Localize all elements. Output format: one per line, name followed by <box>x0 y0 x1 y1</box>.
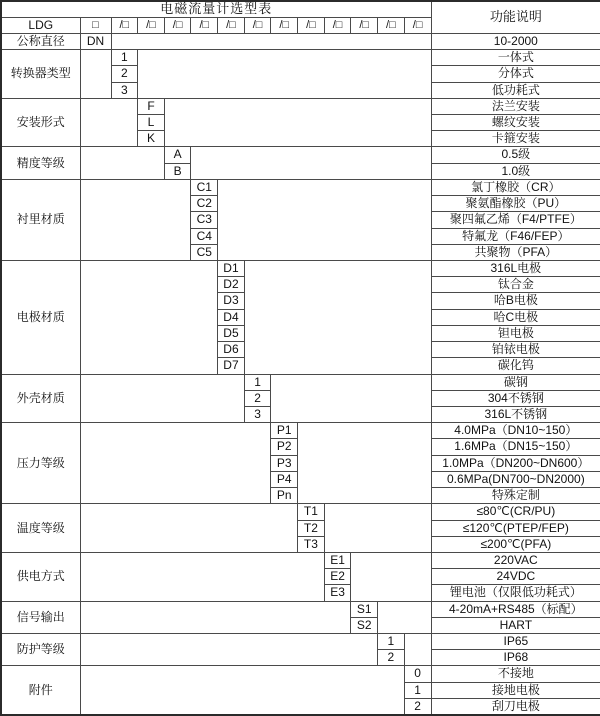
function-cell: 钽电极 <box>431 325 600 341</box>
code-cell: 1 <box>244 374 271 390</box>
function-cell: 316L电极 <box>431 261 600 277</box>
group-label: 防护等级 <box>1 634 80 666</box>
code-cell: D4 <box>218 309 245 325</box>
ldg-box-cell: □ <box>80 17 111 33</box>
spacer-cell <box>351 552 431 601</box>
spacer-cell <box>80 634 378 666</box>
code-cell: T1 <box>298 504 325 520</box>
spacer-cell <box>164 98 431 147</box>
group-label: 附件 <box>1 666 80 715</box>
code-cell: T2 <box>298 520 325 536</box>
function-cell: 锂电池（仅限低功耗式） <box>431 585 600 601</box>
spacer-cell <box>80 179 191 260</box>
ldg-label: LDG <box>1 17 80 33</box>
ldg-slash-box-cell: /□ <box>191 17 218 33</box>
code-cell: L <box>138 115 165 131</box>
code-cell: D6 <box>218 342 245 358</box>
spacer-cell <box>404 634 431 666</box>
spacer-cell <box>80 601 351 633</box>
code-cell: P3 <box>271 455 298 471</box>
code-cell: C4 <box>191 228 218 244</box>
spacer-cell <box>80 423 271 504</box>
function-cell: 特氟龙（F46/FEP） <box>431 228 600 244</box>
code-cell: S1 <box>351 601 378 617</box>
code-cell: F <box>138 98 165 114</box>
function-cell: 10-2000 <box>431 33 600 49</box>
group-label: 公称直径 <box>1 33 80 49</box>
function-cell: 220VAC <box>431 552 600 568</box>
function-cell: 分体式 <box>431 66 600 82</box>
function-cell: 钛合金 <box>431 277 600 293</box>
function-cell: 聚四氟乙烯（F4/PTFE） <box>431 212 600 228</box>
function-cell: 4-20mA+RS485（标配） <box>431 601 600 617</box>
function-cell: ≤120℃(PTEP/FEP) <box>431 520 600 536</box>
code-cell: P4 <box>271 471 298 487</box>
ldg-slash-box-cell: /□ <box>111 17 138 33</box>
group-label: 衬里材质 <box>1 179 80 260</box>
function-cell: ≤200℃(PFA) <box>431 536 600 552</box>
group-label: 外壳材质 <box>1 374 80 423</box>
spacer-cell <box>80 147 164 179</box>
code-cell: B <box>164 163 191 179</box>
function-cell: 1.6MPa（DN15~150） <box>431 439 600 455</box>
function-cell: 刮刀电极 <box>431 698 600 715</box>
ldg-slash-box-cell: /□ <box>298 17 325 33</box>
spacer-cell <box>80 374 244 423</box>
code-cell: E2 <box>324 569 351 585</box>
code-cell: 2 <box>404 698 431 715</box>
spacer-cell <box>111 33 431 49</box>
ldg-slash-box-cell: /□ <box>218 17 245 33</box>
group-label: 供电方式 <box>1 552 80 601</box>
function-cell: 法兰安装 <box>431 98 600 114</box>
function-cell: 1.0MPa（DN200~DN600） <box>431 455 600 471</box>
code-cell: E3 <box>324 585 351 601</box>
code-cell: 0 <box>404 666 431 682</box>
ldg-slash-box-cell: /□ <box>404 17 431 33</box>
group-label: 电极材质 <box>1 261 80 375</box>
code-cell: C3 <box>191 212 218 228</box>
code-cell: DN <box>80 33 111 49</box>
ldg-slash-box-cell: /□ <box>271 17 298 33</box>
function-cell: 哈C电极 <box>431 309 600 325</box>
spacer-cell <box>138 50 431 99</box>
function-cell: 不接地 <box>431 666 600 682</box>
ldg-slash-box-cell: /□ <box>378 17 405 33</box>
group-label: 安装形式 <box>1 98 80 147</box>
code-cell: C5 <box>191 244 218 260</box>
group-label: 压力等级 <box>1 423 80 504</box>
function-cell: 铂铱电极 <box>431 342 600 358</box>
code-cell: 1 <box>111 50 138 66</box>
code-cell: 1 <box>378 634 405 650</box>
spacer-cell <box>80 504 298 553</box>
function-cell: 0.5级 <box>431 147 600 163</box>
group-label: 信号输出 <box>1 601 80 633</box>
code-cell: P2 <box>271 439 298 455</box>
group-label: 温度等级 <box>1 504 80 553</box>
function-cell: ≤80℃(CR/PU) <box>431 504 600 520</box>
code-cell: D1 <box>218 261 245 277</box>
function-cell: 哈B电极 <box>431 293 600 309</box>
code-cell: 2 <box>378 650 405 666</box>
code-cell: C2 <box>191 196 218 212</box>
code-cell: 2 <box>111 66 138 82</box>
function-cell: 聚氨酯橡胶（PU） <box>431 196 600 212</box>
code-cell: C1 <box>191 179 218 195</box>
group-label: 精度等级 <box>1 147 80 179</box>
spacer-cell <box>80 261 218 375</box>
function-cell: 接地电极 <box>431 682 600 698</box>
spacer-cell <box>80 98 138 147</box>
code-cell: D2 <box>218 277 245 293</box>
function-cell: 螺纹安装 <box>431 115 600 131</box>
function-cell: IP68 <box>431 650 600 666</box>
code-cell: E1 <box>324 552 351 568</box>
table-title: 电磁流量计选型表 <box>1 1 431 17</box>
function-cell: 0.6MPa(DN700~DN2000) <box>431 471 600 487</box>
spacer-cell <box>80 50 111 99</box>
function-cell: 304不锈钢 <box>431 390 600 406</box>
spacer-cell <box>378 601 432 633</box>
spacer-cell <box>80 666 404 715</box>
code-cell: 3 <box>111 82 138 98</box>
function-cell: HART <box>431 617 600 633</box>
function-cell: 316L不锈钢 <box>431 406 600 422</box>
function-cell: 低功耗式 <box>431 82 600 98</box>
spacer-cell <box>80 552 324 601</box>
spacer-cell <box>298 423 431 504</box>
function-cell: 24VDC <box>431 569 600 585</box>
function-cell: 1.0级 <box>431 163 600 179</box>
code-cell: 3 <box>244 406 271 422</box>
code-cell: 2 <box>244 390 271 406</box>
code-cell: S2 <box>351 617 378 633</box>
function-cell: 特殊定制 <box>431 488 600 504</box>
spacer-cell <box>218 179 431 260</box>
spacer-cell <box>244 261 431 375</box>
code-cell: D5 <box>218 325 245 341</box>
code-cell: D7 <box>218 358 245 374</box>
function-cell: 4.0MPa（DN10~150） <box>431 423 600 439</box>
group-label: 转换器类型 <box>1 50 80 99</box>
function-cell: 碳化钨 <box>431 358 600 374</box>
ldg-slash-box-cell: /□ <box>244 17 271 33</box>
ldg-slash-box-cell: /□ <box>138 17 165 33</box>
code-cell: K <box>138 131 165 147</box>
function-cell: IP65 <box>431 634 600 650</box>
function-cell: 氯丁橡胶（CR） <box>431 179 600 195</box>
code-cell: Pn <box>271 488 298 504</box>
function-cell: 一体式 <box>431 50 600 66</box>
ldg-slash-box-cell: /□ <box>351 17 378 33</box>
spacer-cell <box>271 374 431 423</box>
selection-table-body <box>1 1 600 715</box>
code-cell: T3 <box>298 536 325 552</box>
spacer-cell <box>324 504 431 553</box>
function-cell: 共聚物（PFA） <box>431 244 600 260</box>
function-cell: 卡箍安装 <box>431 131 600 147</box>
code-cell: P1 <box>271 423 298 439</box>
code-cell: 1 <box>404 682 431 698</box>
ldg-slash-box-cell: /□ <box>324 17 351 33</box>
ldg-slash-box-cell: /□ <box>164 17 191 33</box>
code-cell: A <box>164 147 191 163</box>
spacer-cell <box>191 147 431 179</box>
function-header: 功能说明 <box>431 1 600 33</box>
code-cell: D3 <box>218 293 245 309</box>
function-cell: 碳钢 <box>431 374 600 390</box>
